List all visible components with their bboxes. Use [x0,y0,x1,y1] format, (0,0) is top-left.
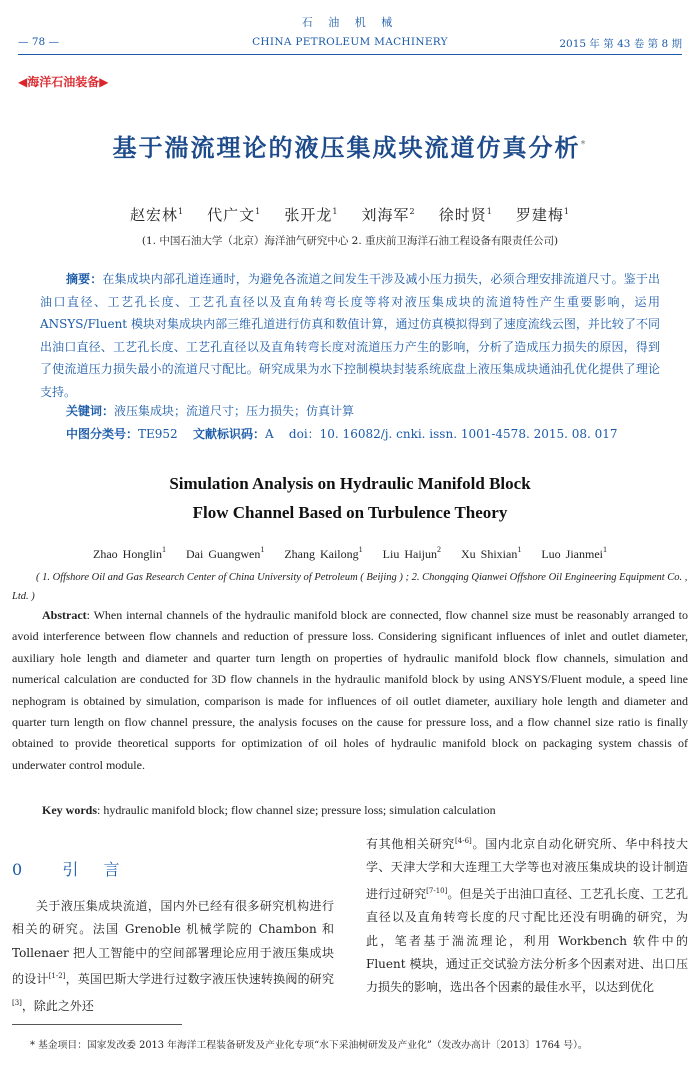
doi-value: 10. 16082/j. cnki. issn. 1001-4578. 2015. 08. 017 [319,427,618,441]
author-cn: 徐时贤$^1$ [438,206,493,224]
footnote-funding: * 基金项目：国家发改委 2013 年海洋工程装备研发及产业化专项“水下采油树研发及产业化”（发改办高计〔2013〕1764 号）。 [30,1040,588,1051]
footnote-divider [12,1024,182,1025]
keywords-cn-label: 关键词： [66,404,115,418]
keywords-en-label: Key words [42,803,97,817]
citation: [1-2] [48,972,66,981]
classification-line [66,425,618,442]
author-cn: 代广文$^1$ [207,206,262,224]
author-en: Xu Shixian$^1$ [460,545,522,561]
issue-info: 2015 年 第 43 卷 第 8 期 [559,38,682,50]
title-cn-text: 基于湍流理论的液压集成块流道仿真分析 [112,134,581,162]
author-cn: 赵宏林$^1$ [129,206,185,224]
section-tag: ◀海洋石油装备▶ [18,75,109,89]
citation: [7-10] [426,886,448,895]
keywords-en-text: hydraulic manifold block; flow channel size; pressure loss; simulation calculation [103,803,496,817]
clc-value: TE952 [138,427,178,441]
header-divider [18,54,682,55]
title-en [0,469,700,527]
abstract-en: Abstract: When internal channels of the hydraulic manifold block are connected, flow channel size must be reasonably arranged to avoid interference between flow channels and reduction of pressure loss. Considering significant influences of inlet and outlet diameter, auxiliary hole length and diameter and quarter turn length on properties of hydraulic manifold block flow channels, simulation and numerical calculation are conducted for 3D flow channels in the hydraulic manifold block by using ANSYS/Fluent module, a speed line nephogram is obtained by simulation, comparison is made for influences of oil outlet diameter, auxiliary hole length and diameter and quarter turn length on flow channel pressure, the analysis focuses on the cause for pressure loss, and a flow channel size ratio is finally obtained to provide theoretical supports for optimization of oil holes of hydraulic manifold block on packaging system chassis of underwater control module. [12,608,688,772]
author-cn: 刘海军$^2$ [361,206,416,224]
author-en: Liu Haijun$^2$ [382,545,441,561]
abstract-en-text: When internal channels of the hydraulic manifold block are connected, flow channel size must be reasonably arranged to avoid interference between flow channels and reduction of pressure loss. Considering significant influences of inlet and outlet diameter, auxiliary hole length and diameter and quarter turn length on properties of hydraulic manifold block flow channels, simulation and numerical calculation are conducted for 3D flow channels in the hydraulic manifold block by using ANSYS/Fluent module, a speed line nephogram is obtained by simulation, comparison is made for influences of oil outlet diameter, auxiliary hole length and diameter and quarter turn length on flow channel pressure, the analysis focuses on the cause for pressure loss, and a flow channel size ratio is finally obtained to provide theoretical supports for optimization of oil holes of hydraulic manifold block on packaging system chassis of underwater control module. [12,608,688,772]
author-cn: 张开龙$^1$ [284,206,339,224]
keywords-en: Key words: hydraulic manifold block; flow channel size; pressure loss; simulation calculation [42,803,496,817]
journal-name-cn: 石 油 机 械 [301,16,399,29]
affiliation-en: ( 1. Offshore Oil and Gas Research Center of China University of Petroleum ( Beijing ) ; 2. Chongqing Qianwei Offshore Oil Engineering Equipment Co. , Ltd. ) [12,572,688,602]
author-en: Zhang Kailong$^1$ [284,545,363,561]
intro-column-right: 有其他相关研究[4-6]。国内北京自动化研究所、华中科技大学、天津大学和大连理工大学等也对液压集成块的设计制造进行过研究[7-10]。但是关于出油口直径、工艺孔长度、工艺孔直径以及直角转弯长度的尺寸配比还没有明确的研究，为此，笔者基于湍流理论，利用 Workbench 软件中的 Fluent 模块，通过正交试验方法分析多个因素对进、出口压力损失的影响，选出各个因素的最佳水平，以达到优化 [366,837,688,995]
keywords-cn-text: 液压集成块；流道尺寸；压力损失；仿真计算 [114,404,355,418]
section-heading-intro [12,857,129,880]
doc-code-value: A [264,427,274,441]
doc-code-label: 文献标识码： [192,427,265,441]
authors-en [0,545,700,562]
abstract-en-label: Abstract [42,608,87,622]
author-en: Luo Jianmei$^1$ [541,545,607,561]
title-en-line-2: Flow Channel Based on Turbulence Theory [192,503,508,522]
author-cn: 罗建梅$^1$ [515,206,571,224]
affiliation-cn: (1. 中国石油大学（北京）海洋油气研究中心 2. 重庆前卫海洋石油工程设备有限责任公司) [141,235,559,247]
doi-label: doi： [288,427,320,441]
keywords-cn [66,402,354,419]
title-en-line-1: Simulation Analysis on Hydraulic Manifold Block [169,474,531,493]
citation: [4-6] [455,837,472,845]
abstract-cn-label: 摘要： [66,272,103,286]
abstract-cn-text: 在集成块内部孔道连通时，为避免各流道之间发生干涉及减小压力损失，必须合理安排流道尺寸。鉴于出油口直径、工艺孔长度、工艺孔直径以及直角转弯长度等将对液压集成块的流道特性产生重要影响，运用 ANSYS/Fluent 模块对集成块内部三维孔道进行仿真和数值计算，通过仿真模拟得到了速度流线云图，并比较了不同出油口直径、工艺孔长度、工艺孔直径以及直角转弯长度对流道压力产生的影响，分析了造成压力损失的原因，得到了使流道压力损失最小的流道尺寸配比。研究成果为水下控制模块封装系统底盘上液压集成块通油孔优化提供了理论支持。 [40,272,660,399]
clc-label: 中图分类号： [66,427,139,441]
author-en: Zhao Honglin$^1$ [93,545,167,561]
journal-name-en: CHINA PETROLEUM MACHINERY [252,36,448,48]
title-cn [0,128,700,163]
abstract-cn [40,268,660,403]
citation: [3] [12,998,22,1007]
title-footnote-mark: * [580,139,588,150]
authors-cn [0,204,700,225]
intro-column-left: 关于液压集成块流道，国内外已经有很多研究机构进行相关的研究。法国 Grenoble 机械学院的 Chambon 和 Tollenaer 把人工智能中的空间部署理论应用于液压集成块的设计[1-2]，英国巴斯大学进行过数字液压快速转换阀的研究[3]，除此之外还 [12,899,334,1013]
page-number: — 78 — [18,36,60,48]
section-number: 0 [12,860,33,879]
section-title: 引 言 [62,860,130,879]
author-en: Dai Guangwen$^1$ [186,545,265,561]
